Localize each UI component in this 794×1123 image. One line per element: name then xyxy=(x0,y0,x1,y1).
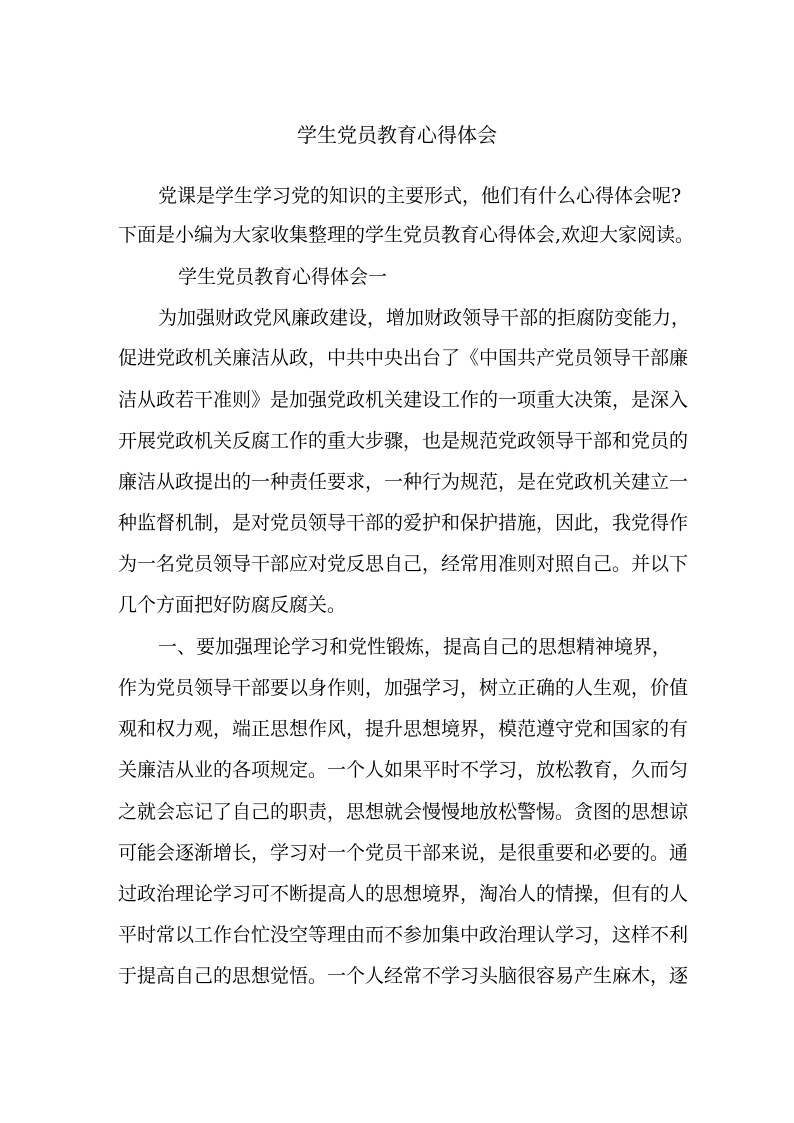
paragraph-line: 为一名党员领导干部应对党反思自己，经常用准则对照自己。并以下 xyxy=(118,553,689,575)
paragraph-line: 关廉洁从业的各项规定。一个人如果平时不学习，放松教育，久而匀 xyxy=(118,759,689,781)
paragraph-line: 平时常以工作台忙没空等理由而不参加集中政治理认学习，这样不利 xyxy=(118,924,689,946)
paragraph-line: 为加强财政党风廉政建设，增加财政领导干部的拒腐防变能力， xyxy=(158,307,691,329)
paragraph-line: 洁从政若干准则》是加强党政机关建设工作的一项重大决策，是深入 xyxy=(118,389,689,411)
paragraph-line: 一、要加强理论学习和党性锻炼，提高自己的思想精神境界， xyxy=(158,636,672,658)
paragraph-line: 之就会忘记了自己的职责，思想就会慢慢地放松警惕。贪图的思想谅 xyxy=(118,801,689,823)
paragraph-line: 过政治理论学习可不断提高人的思想境界，淘冶人的情操，但有的人 xyxy=(118,883,689,905)
paragraph-line: 廉洁从政提出的一种责任要求，一种行为规范，是在党政机关建立一 xyxy=(118,471,689,493)
paragraph-line: 可能会逐渐增长，学习对一个党员干部来说，是很重要和必要的。通 xyxy=(118,842,689,864)
paragraph-line: 开展党政机关反腐工作的重大步骤，也是规范党政领导干部和党员的 xyxy=(118,430,689,452)
paragraph-line: 几个方面把好防腐反腐关。 xyxy=(118,594,347,616)
paragraph-line: 观和权力观，端正思想作风，提升思想境界，模范遵守党和国家的有 xyxy=(118,718,689,740)
paragraph-line: 促进党政机关廉洁从政，中共中央出台了《中国共产党员领导干部廉 xyxy=(118,347,689,369)
paragraph-line: 于提高自己的思想觉悟。一个人经常不学习头脑很容易产生麻木，逐 xyxy=(118,965,689,987)
intro-line-2: 下面是小编为大家收集整理的学生党员教育心得体会,欢迎大家阅读。 xyxy=(118,224,695,246)
paragraph-line: 作为党员领导干部要以身作则，加强学习，树立正确的人生观，价值 xyxy=(118,677,689,699)
intro-line-1: 党课是学生学习党的知识的主要形式，他们有什么心得体会呢? xyxy=(158,185,682,207)
section-heading: 学生党员教育心得体会一 xyxy=(178,266,388,288)
document-title: 学生党员教育心得体会 xyxy=(297,123,497,147)
paragraph-line: 种监督机制，是对党员领导干部的爱护和保护措施，因此，我党得作 xyxy=(118,512,689,534)
